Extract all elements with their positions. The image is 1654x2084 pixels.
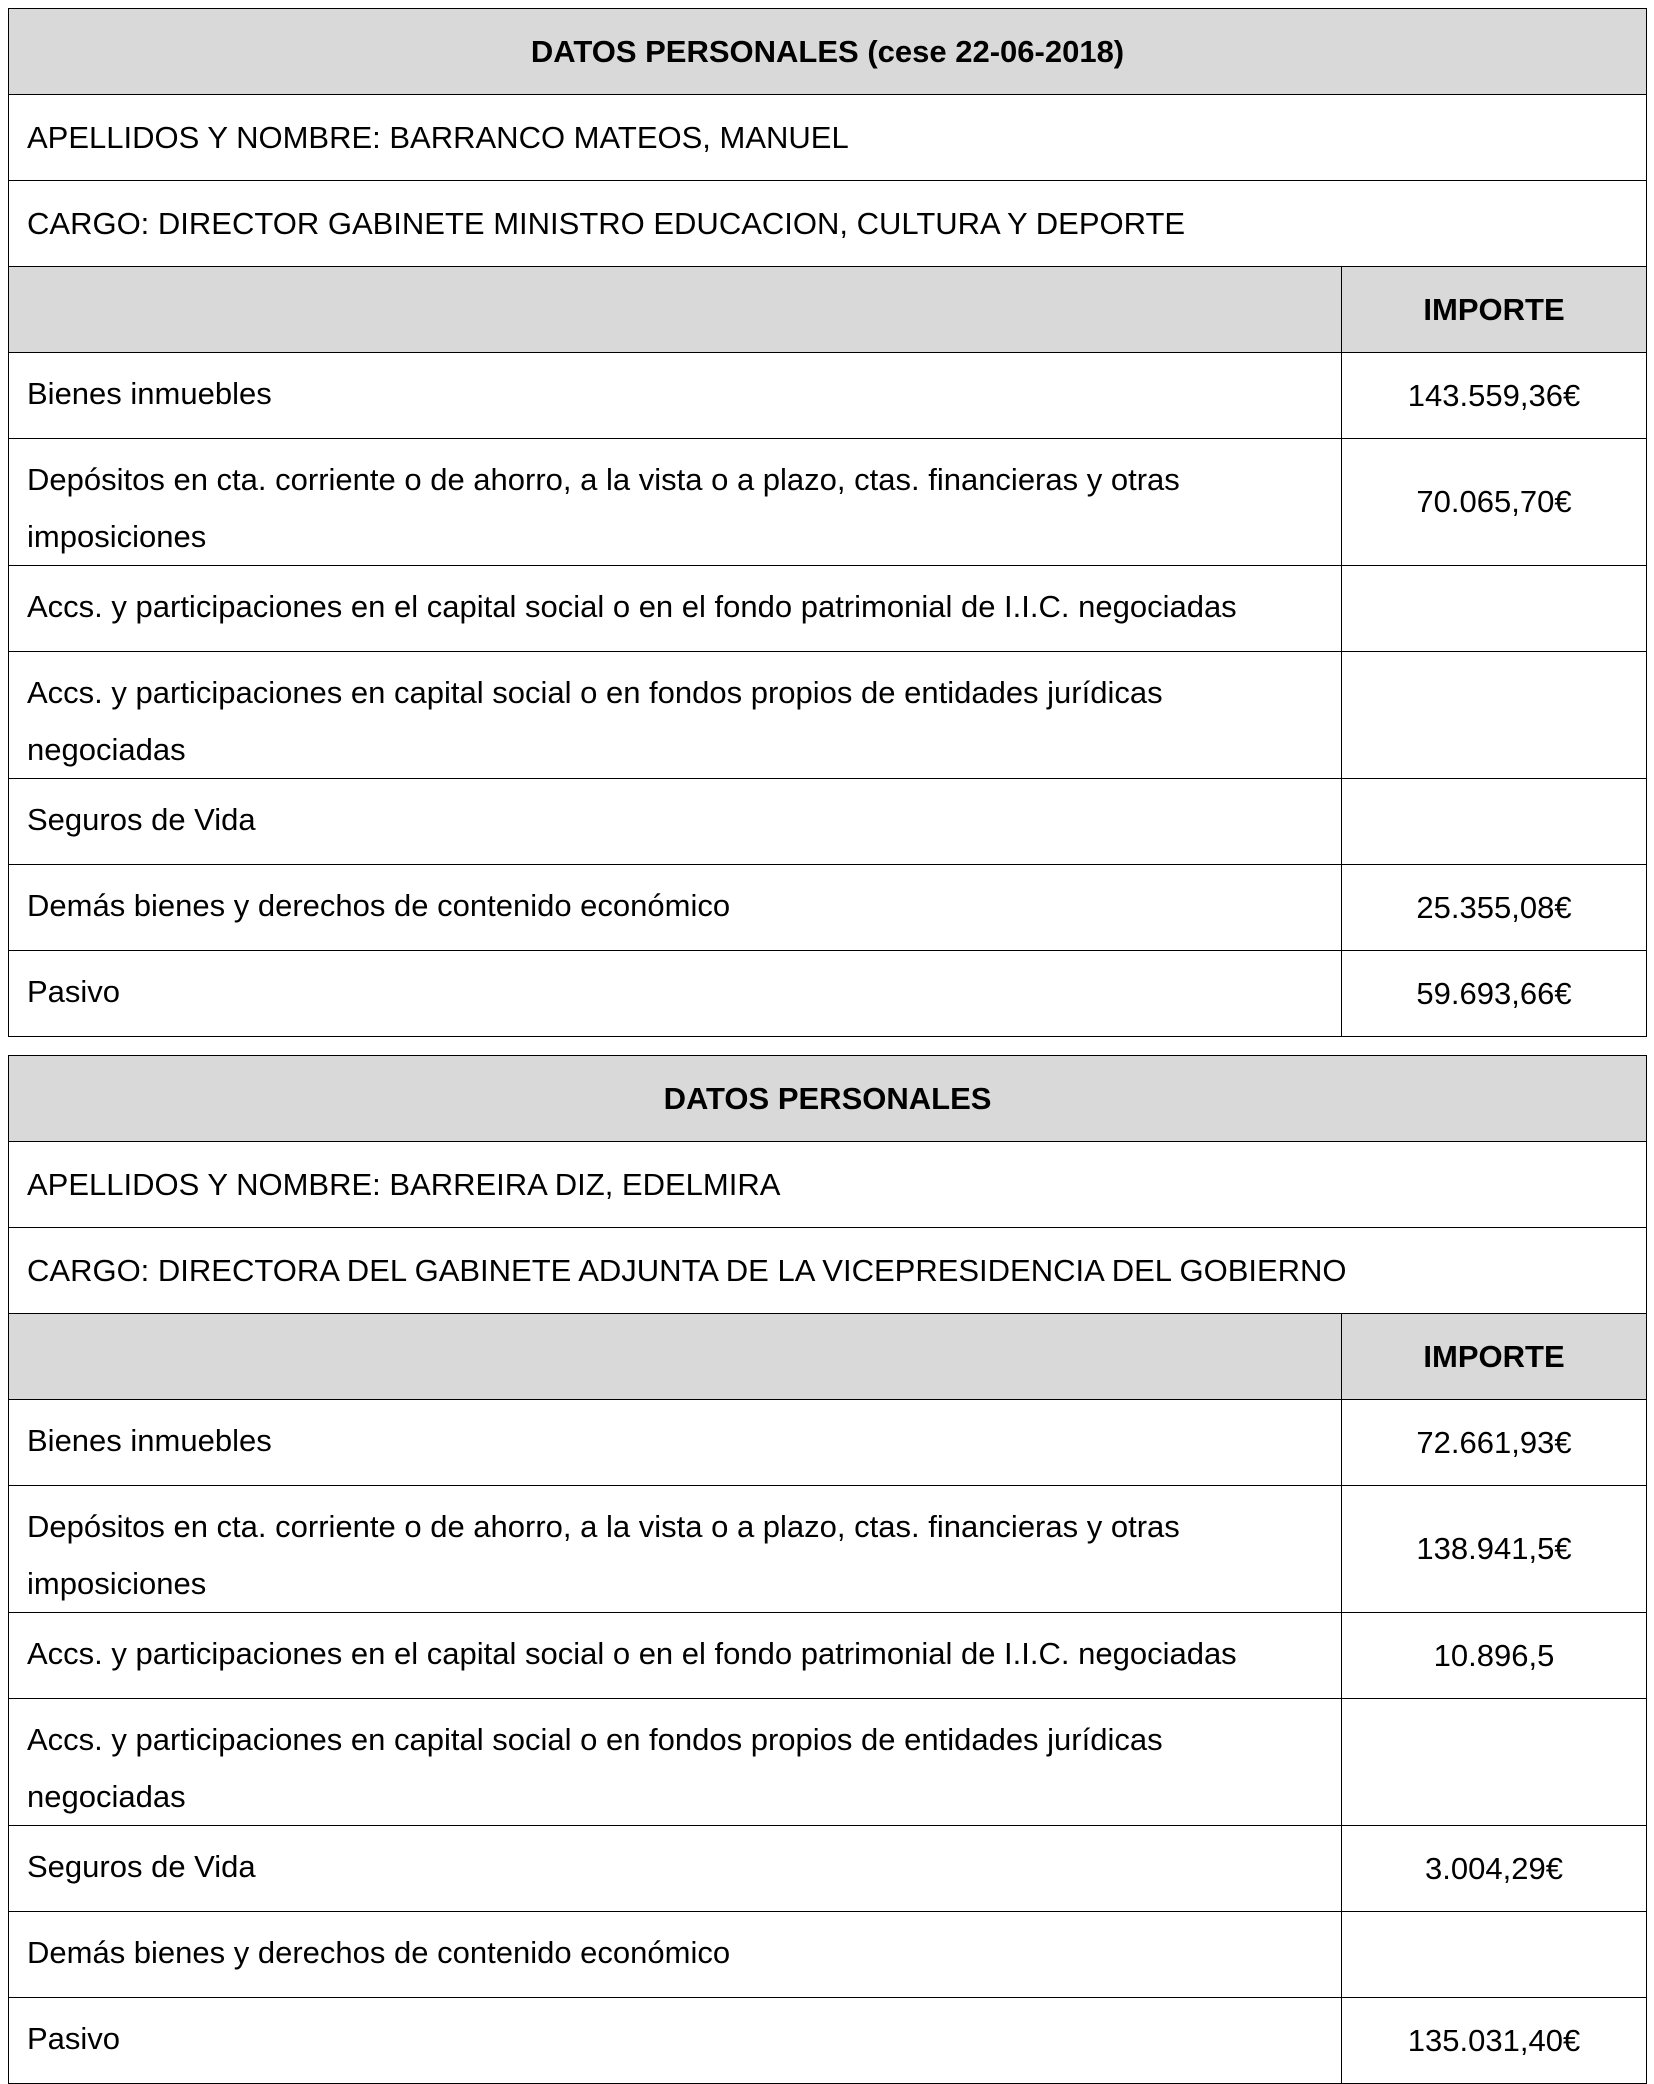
cargo-line: CARGO: DIRECTOR GABINETE MINISTRO EDUCACION, CULTURA Y DEPORTE (9, 181, 1647, 267)
row-label: Bienes inmuebles (9, 1400, 1342, 1486)
table-row (9, 779, 1647, 865)
row-value: 135.031,40€ (1342, 1998, 1647, 2084)
row-label: Demás bienes y derechos de contenido económico (9, 865, 1342, 951)
table-row (9, 1400, 1647, 1486)
name-line: APELLIDOS Y NOMBRE: BARREIRA DIZ, EDELMIRA (9, 1142, 1647, 1228)
row-label: Accs. y participaciones en capital social o en fondos propios de entidades jurídicas negociadas (9, 1699, 1342, 1826)
row-label: Accs. y participaciones en capital social o en fondos propios de entidades jurídicas negociadas (9, 652, 1342, 779)
section-header: DATOS PERSONALES (cese 22-06-2018) (9, 9, 1647, 95)
row-label: Depósitos en cta. corriente o de ahorro, a la vista o a plazo, ctas. financieras y otras imposiciones (9, 439, 1342, 566)
cargo-line: CARGO: DIRECTORA DEL GABINETE ADJUNTA DE LA VICEPRESIDENCIA DEL GOBIERNO (9, 1228, 1647, 1314)
table-row (9, 439, 1647, 566)
row-value (1342, 652, 1647, 779)
table-row (9, 865, 1647, 951)
table-row (9, 1912, 1647, 1998)
row-value: 70.065,70€ (1342, 439, 1647, 566)
concept-header-cell (9, 267, 1342, 353)
row-value (1342, 566, 1647, 652)
row-value: 59.693,66€ (1342, 951, 1647, 1037)
table-row (9, 652, 1647, 779)
row-value: 72.661,93€ (1342, 1400, 1647, 1486)
row-label: Pasivo (9, 1998, 1342, 2084)
table-row (9, 566, 1647, 652)
concept-header-cell (9, 1314, 1342, 1400)
table-row (9, 1826, 1647, 1912)
row-label: Seguros de Vida (9, 1826, 1342, 1912)
row-label: Pasivo (9, 951, 1342, 1037)
declaration-table-2 (8, 1055, 1647, 2084)
row-value: 10.896,5 (1342, 1613, 1647, 1699)
declaration-table-1 (8, 8, 1647, 1037)
row-label: Bienes inmuebles (9, 353, 1342, 439)
row-value: 138.941,5€ (1342, 1486, 1647, 1613)
row-label: Seguros de Vida (9, 779, 1342, 865)
row-value: 3.004,29€ (1342, 1826, 1647, 1912)
amount-header: IMPORTE (1342, 1314, 1647, 1400)
row-value: 143.559,36€ (1342, 353, 1647, 439)
row-value (1342, 1912, 1647, 1998)
name-line: APELLIDOS Y NOMBRE: BARRANCO MATEOS, MANUEL (9, 95, 1647, 181)
amount-header: IMPORTE (1342, 267, 1647, 353)
row-label: Accs. y participaciones en el capital social o en el fondo patrimonial de I.I.C. negociadas (9, 566, 1342, 652)
table-row (9, 1699, 1647, 1826)
row-label: Depósitos en cta. corriente o de ahorro, a la vista o a plazo, ctas. financieras y otras imposiciones (9, 1486, 1342, 1613)
row-value: 25.355,08€ (1342, 865, 1647, 951)
table-row (9, 1486, 1647, 1613)
row-label: Accs. y participaciones en el capital social o en el fondo patrimonial de I.I.C. negociadas (9, 1613, 1342, 1699)
table-row (9, 951, 1647, 1037)
table-row (9, 353, 1647, 439)
row-label: Demás bienes y derechos de contenido económico (9, 1912, 1342, 1998)
row-value (1342, 779, 1647, 865)
section-header: DATOS PERSONALES (9, 1056, 1647, 1142)
table-row (9, 1613, 1647, 1699)
row-value (1342, 1699, 1647, 1826)
